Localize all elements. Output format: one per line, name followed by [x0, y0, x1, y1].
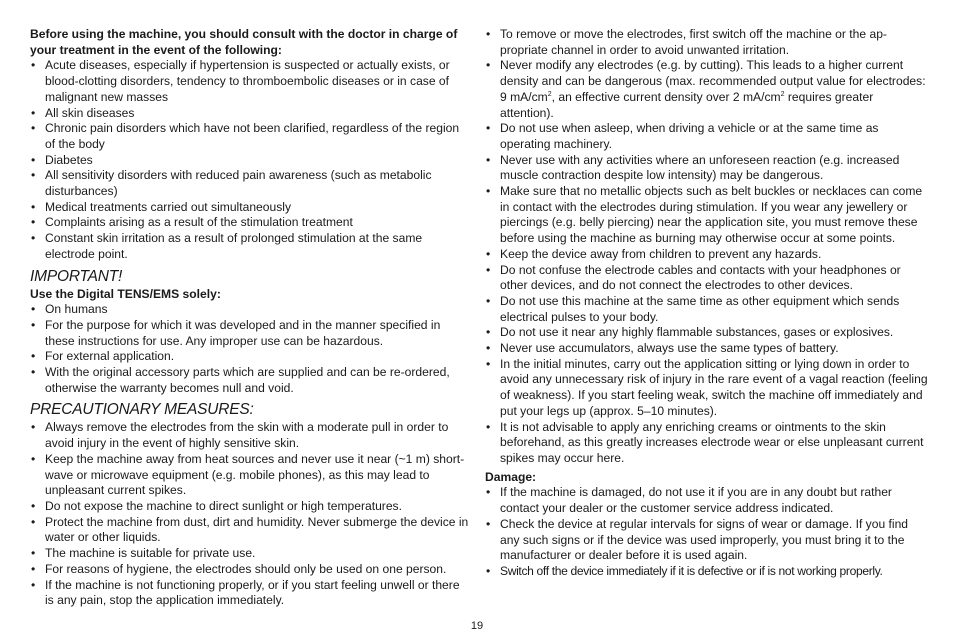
conditions-list: [30, 58, 470, 262]
list-item: • All skin diseases: [30, 106, 470, 122]
page-number: 19: [470, 620, 484, 632]
list-item: • If the machine is damaged, do not use it if you are in any doubt but rather contact your dealer or the customer service address indicated.: [485, 485, 928, 516]
list-item: • For reasons of hygiene, the electrodes should only be used on one person.: [30, 562, 470, 578]
superscript-2: 2: [547, 90, 552, 98]
list-item: • For external application.: [30, 349, 470, 365]
list-item: • With the original accessory parts which are supplied and can be re-ordered, otherwise the warranty becomes null and void.: [30, 365, 470, 396]
list-item: • Diabetes: [30, 153, 470, 169]
list-item: • Do not use it near any highly flammable substances, gases or explosives.: [485, 325, 928, 341]
list-item: • For the purpose for which it was developed and in the manner specified in these instructions for use. Any improper use can be hazardous.: [30, 318, 470, 349]
list-item: • It is not advisable to apply any enriching creams or ointments to the skin beforehand, as this greatly increases electrode wear or else unpleasant current spikes may occur here.: [485, 420, 928, 467]
list-item: • Keep the device away from children to prevent any hazards.: [485, 247, 928, 263]
list-item: • Do not use this machine at the same time as other equipment which sends electrical pulses to your body.: [485, 294, 928, 325]
list-item: • Complaints arising as a result of the stimulation treatment: [30, 215, 470, 231]
superscript-2: 2: [780, 90, 785, 98]
right-column: [485, 27, 928, 580]
list-item: • On humans: [30, 302, 470, 318]
precautions-list: [30, 420, 470, 608]
list-item-electrode-modify: [485, 58, 928, 121]
list-item: • Acute diseases, especially if hypertension is suspected or actually exists, or blood-clotting disorders, tendency to thromboembolic diseases or in case of malignant new masses: [30, 58, 470, 105]
list-item: • Do not confuse the electrode cables and contacts with your headphones or other devices, and do not connect the electrodes to other devices.: [485, 263, 928, 294]
list-item: • Constant skin irritation as a result of prolonged stimulation at the same electrode point.: [30, 231, 470, 262]
list-item: • Do not expose the machine to direct sunlight or high temperatures.: [30, 499, 470, 515]
damage-subheading: Damage:: [485, 469, 537, 484]
damage-list: [485, 485, 928, 579]
list-item: • If the machine is not functioning properly, or if you start feeling unwell or there is any pain, stop the application immediately.: [30, 578, 470, 609]
list-item: • Medical treatments carried out simultaneously: [30, 200, 470, 216]
list-item: • The machine is suitable for private use.: [30, 546, 470, 562]
list-item: • Never use accumulators, always use the same types of battery.: [485, 341, 928, 357]
left-column: [30, 27, 470, 609]
modify-text-c: requires greater attention).: [500, 89, 874, 120]
list-item: • All sensitivity disorders with reduced pain awareness (such as metabolic disturbances): [30, 168, 470, 199]
use-solely-subheading: Use the Digital TENS/EMS solely:: [30, 286, 221, 301]
list-item: • Make sure that no metallic objects such as belt buckles or necklaces can come in contact with the electrodes during stimulation. If you wear any jewellery or piercings (e.g. belly piercing) near the application site, you must remove these before using the machine as burning may otherwise occur at some points.: [485, 184, 928, 247]
precautions-list-continued: [485, 27, 928, 467]
important-heading: IMPORTANT!: [30, 267, 123, 285]
list-item: • Always remove the electrodes from the skin with a moderate pull in order to avoid injury in the event of highly sensitive skin.: [30, 420, 470, 451]
list-item: • Do not use when asleep, when driving a vehicle or at the same time as operating machinery.: [485, 121, 928, 152]
modify-text-a: Never modify any electrodes (e.g. by cutting). This leads to a higher current density and can be dangerous (max. recommended output value for electrodes: 9 mA/cm: [500, 58, 926, 104]
consult-doctor-intro: Before using the machine, you should consult with the doctor in charge of your treatment in the event of the following:: [30, 27, 458, 57]
list-item: • In the initial minutes, carry out the application sitting or lying down in order to avoid any unnecessary risk of injury in the rare event of a vagal reaction (feeling of weakness). If you start feeling weak, switch the machine off immediately and put your legs up (approx. 5–10 minutes).: [485, 357, 928, 420]
list-item: • Switch off the device immediately if it is defective or if is not working properly.: [485, 564, 928, 580]
list-item: • Check the device at regular intervals for signs of wear or damage. If you find any such signs or if the device was used improperly, you must bring it to the manufacturer or dealer before it is used again.: [485, 517, 928, 564]
list-item: • Never use with any activities where an unforeseen reaction (e.g. increased muscle contraction despite low intensity) may be dangerous.: [485, 153, 928, 184]
precautionary-measures-heading: PRECAUTIONARY MEASURES:: [30, 401, 254, 419]
list-item: • To remove or move the electrodes, first switch off the machine or the ap-propriate channel in order to avoid unwanted irritation.: [485, 27, 928, 58]
list-item: • Keep the machine away from heat sources and never use it near (~1 m) short-wave or microwave equipment (e.g. mobile phones), as this may lead to unpleasant current spikes.: [30, 452, 470, 499]
list-item: • Protect the machine from dust, dirt and humidity. Never submerge the device in water or other liquids.: [30, 515, 470, 546]
list-item: • Chronic pain disorders which have not been clarified, regardless of the region of the body: [30, 121, 470, 152]
use-solely-list: [30, 302, 470, 396]
modify-text-b: , an effective current density over 2 mA/cm: [551, 89, 781, 104]
